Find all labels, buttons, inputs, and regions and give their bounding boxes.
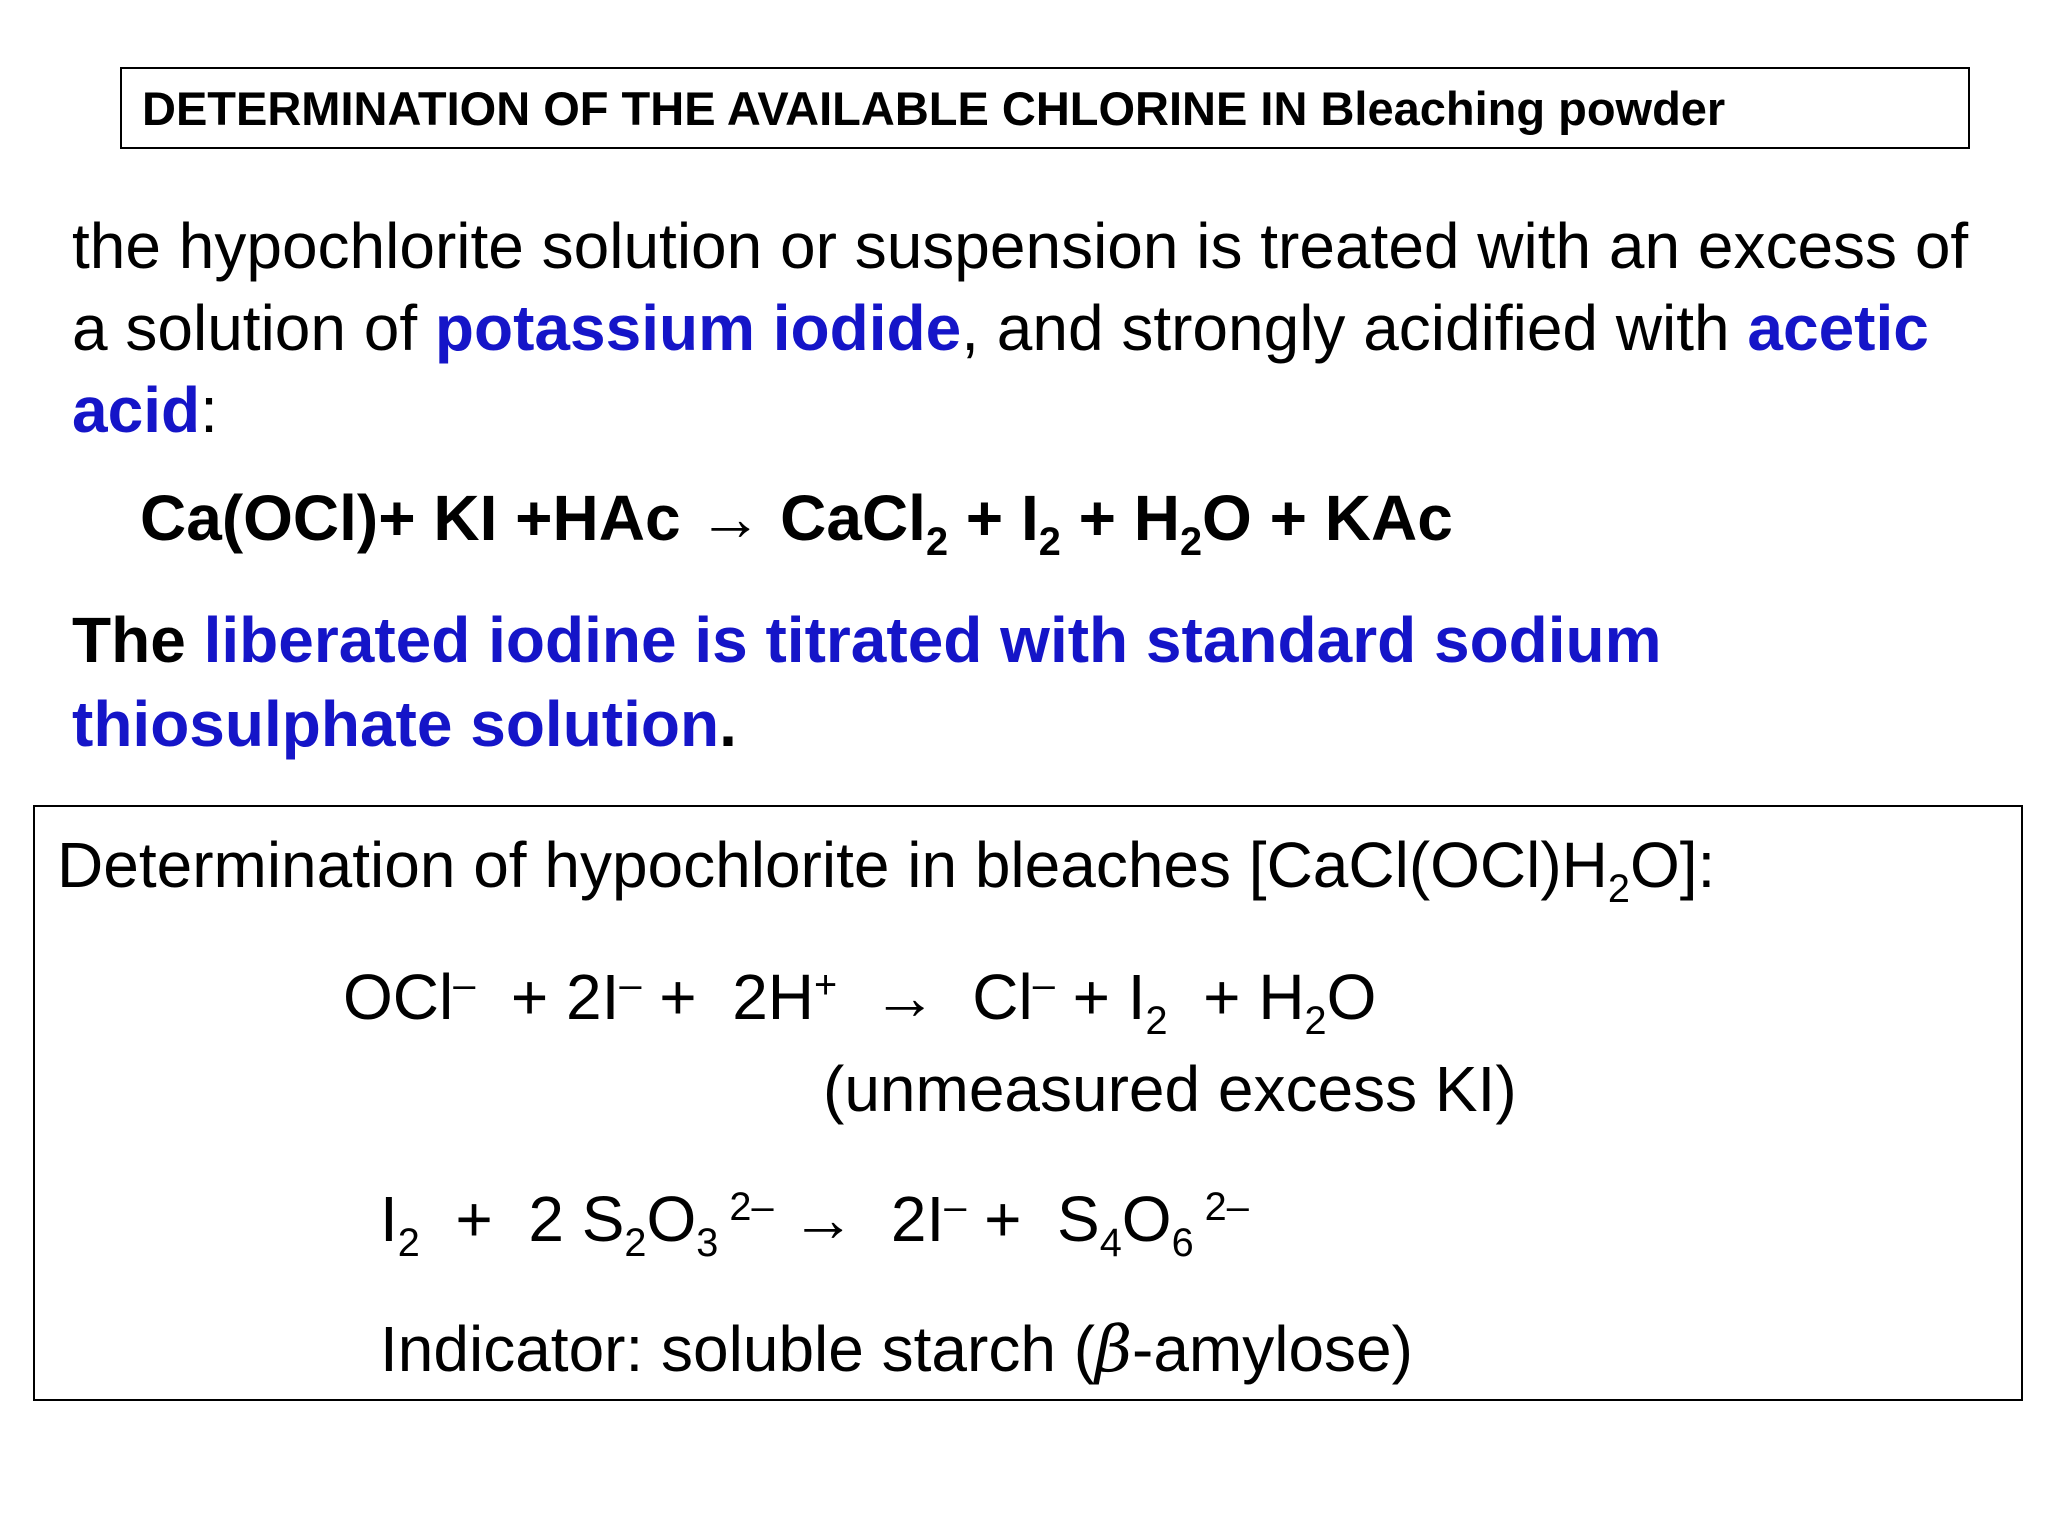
- rx2-c: O: [646, 1183, 697, 1255]
- rx2-f-sup: 2–: [1193, 1185, 1249, 1230]
- eq1-lhs: Ca(OCl)+ KI +HAc → CaCl: [140, 482, 926, 554]
- reaction-note: (unmeasured excess KI): [823, 1053, 1517, 1125]
- equation-liberation: [140, 478, 1453, 565]
- reaction-hypochlorite-iodide: [343, 957, 1377, 1044]
- eq1-mid2: + H: [1060, 482, 1180, 554]
- conclusion-lead: The: [72, 604, 204, 676]
- heading-sub: 2: [1607, 867, 1630, 912]
- intro-text-1: the hypochlorite solution or suspension is treated with an excess of a solution of: [72, 210, 1969, 364]
- rx1-c: + 2H: [641, 961, 814, 1033]
- reaction-iodine-thiosulphate: [380, 1179, 1249, 1266]
- rx1-f: + H: [1167, 961, 1305, 1033]
- hypochlorite-heading: [57, 825, 1716, 912]
- rx1-arrow: → Cl: [837, 961, 1033, 1033]
- eq1-sub3: 2: [1179, 520, 1203, 565]
- reagent-potassium-iodide: potassium iodide: [434, 292, 962, 364]
- rx1-b-sup: –: [619, 963, 642, 1008]
- rx2-a: I: [380, 1183, 398, 1255]
- eq1-sub1: 2: [925, 520, 949, 565]
- rx2-f-sub: 6: [1171, 1221, 1194, 1266]
- indicator-beta: β: [1095, 1313, 1132, 1387]
- rx2-c-sub: 3: [696, 1221, 719, 1266]
- heading-post: O]:: [1629, 829, 1716, 901]
- eq1-rhs: O + KAc: [1202, 482, 1453, 554]
- rx1-f-sub: 2: [1304, 999, 1327, 1044]
- rx2-d-sup: –: [944, 1185, 967, 1230]
- rx2-e-sub: 4: [1099, 1221, 1122, 1266]
- rx2-f: O: [1121, 1183, 1172, 1255]
- indicator-pre: Indicator: soluble starch (: [380, 1313, 1095, 1385]
- intro-text-3: :: [200, 374, 218, 446]
- rx2-arrow: → 2I: [773, 1183, 945, 1255]
- rx2-b-sub: 2: [624, 1221, 647, 1266]
- rx1-d-sup: –: [1032, 963, 1055, 1008]
- rx1-g: O: [1326, 961, 1377, 1033]
- rx2-e: + S: [966, 1183, 1100, 1255]
- slide-title: [120, 67, 1970, 149]
- eq1-sub2: 2: [1038, 520, 1061, 565]
- rx1-a: OCl: [343, 961, 454, 1033]
- rx2-c-sup: 2–: [718, 1185, 774, 1230]
- reagent-acetic-acid: acetic acid: [72, 292, 1929, 446]
- rx1-b: + 2I: [475, 961, 620, 1033]
- intro-paragraph: [72, 205, 1972, 451]
- rx1-a-sup: –: [453, 963, 476, 1008]
- indicator-post: -amylose): [1132, 1313, 1413, 1385]
- conclusion-end: .: [719, 688, 737, 760]
- rx1-c-sup: +: [814, 963, 838, 1008]
- slide-title-text: DETERMINATION OF THE AVAILABLE CHLORINE IN Bleaching powder: [142, 81, 1726, 135]
- hypochlorite-box: [33, 805, 2023, 1401]
- eq1-mid1: + I: [948, 482, 1039, 554]
- rx1-e-sub: 2: [1145, 999, 1168, 1044]
- rx2-b: + 2 S: [419, 1183, 625, 1255]
- conclusion-paragraph: [72, 598, 1972, 766]
- indicator-line: [380, 1309, 1413, 1390]
- intro-text-2: , and strongly acidified with: [961, 292, 1748, 364]
- heading-pre: Determination of hypochlorite in bleaches [CaCl(OCl)H: [57, 829, 1608, 901]
- rx1-e: + I: [1054, 961, 1146, 1033]
- conclusion-highlight: liberated iodine is titrated with standard sodium thiosulphate solution: [72, 604, 1662, 760]
- rx2-a-sub: 2: [397, 1221, 420, 1266]
